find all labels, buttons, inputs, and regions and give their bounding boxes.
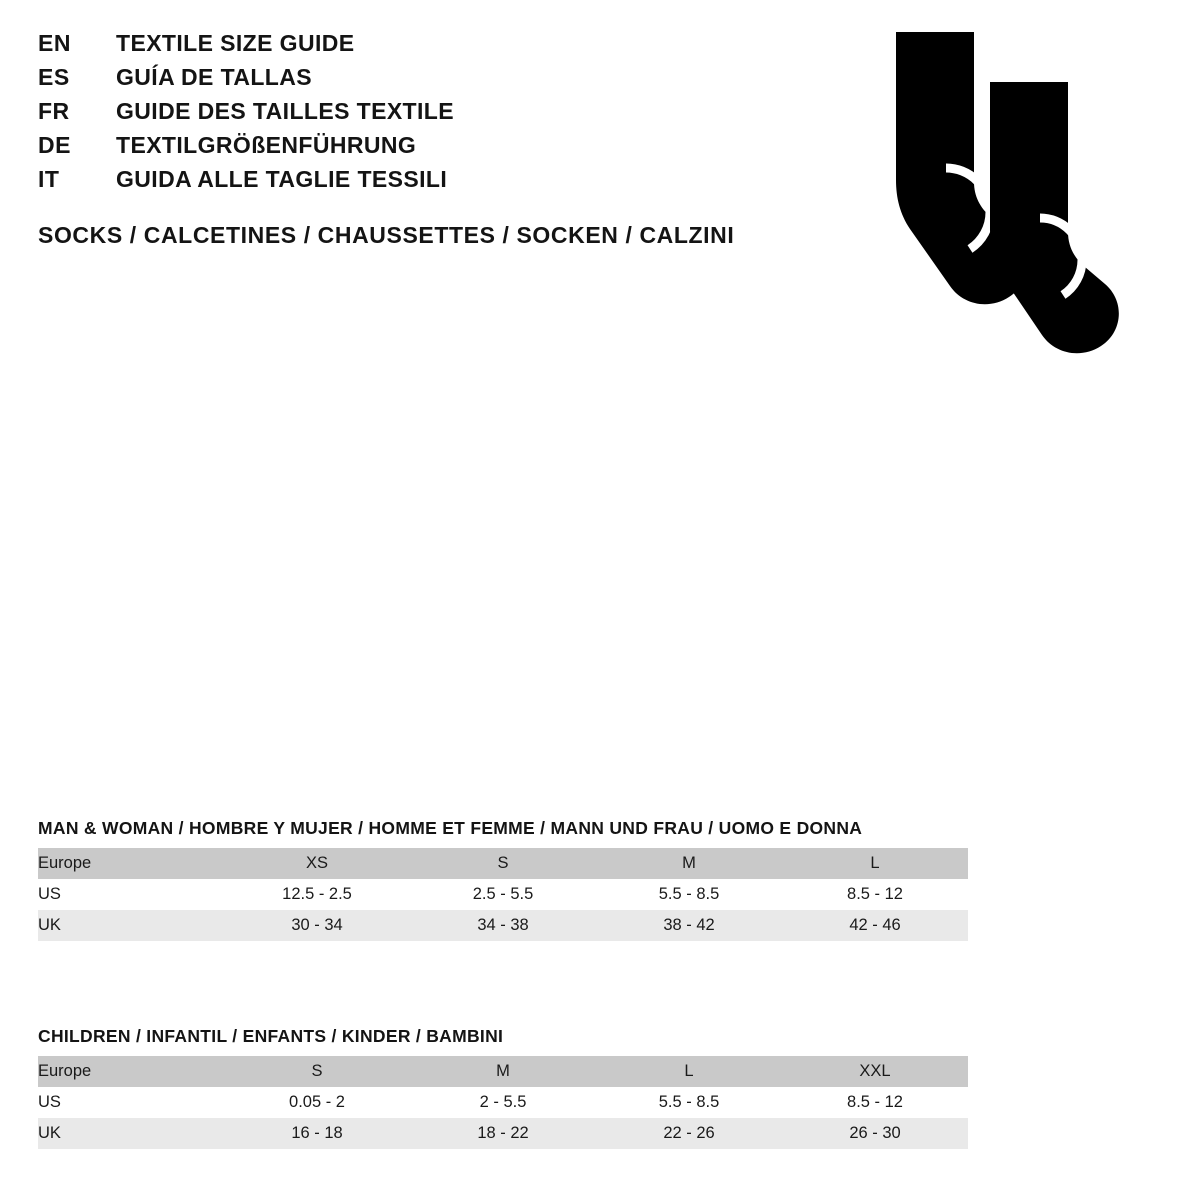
cell-value: M bbox=[410, 1056, 596, 1087]
table-row bbox=[38, 1087, 968, 1118]
cell-value: XS bbox=[224, 848, 410, 879]
row-label: US bbox=[38, 879, 224, 910]
cell-value: L bbox=[596, 1056, 782, 1087]
table-children bbox=[38, 1056, 968, 1149]
cell-value: 12.5 - 2.5 bbox=[224, 879, 410, 910]
cell-value: 8.5 - 12 bbox=[782, 879, 968, 910]
size-table-children bbox=[38, 1026, 968, 1149]
cell-value: 16 - 18 bbox=[224, 1118, 410, 1149]
row-label: UK bbox=[38, 1118, 224, 1149]
language-label: GUIDE DES TAILLES TEXTILE bbox=[116, 98, 454, 124]
table-man-woman bbox=[38, 848, 968, 941]
socks-pair-illustration bbox=[800, 20, 1130, 360]
row-label: US bbox=[38, 1087, 224, 1118]
size-table-man-woman bbox=[38, 818, 968, 941]
language-code: ES bbox=[38, 64, 70, 90]
language-code: EN bbox=[38, 30, 71, 56]
cell-value: 2 - 5.5 bbox=[410, 1087, 596, 1118]
cell-value: L bbox=[782, 848, 968, 879]
language-code: DE bbox=[38, 132, 71, 158]
table-row bbox=[38, 848, 968, 879]
cell-value: 5.5 - 8.5 bbox=[596, 1087, 782, 1118]
cell-value: M bbox=[596, 848, 782, 879]
cell-value: 22 - 26 bbox=[596, 1118, 782, 1149]
cell-value: S bbox=[224, 1056, 410, 1087]
cell-value: 18 - 22 bbox=[410, 1118, 596, 1149]
cell-value: 26 - 30 bbox=[782, 1118, 968, 1149]
language-label: GUIDA ALLE TAGLIE TESSILI bbox=[116, 166, 448, 192]
section-title-children: CHILDREN / INFANTIL / ENFANTS / KINDER / BAMBINI bbox=[38, 1026, 504, 1046]
cell-value: S bbox=[410, 848, 596, 879]
cell-value: 0.05 - 2 bbox=[224, 1087, 410, 1118]
table-row bbox=[38, 1056, 968, 1087]
section-title-man-woman: MAN & WOMAN / HOMBRE Y MUJER / HOMME ET FEMME / MANN UND FRAU / UOMO E DONNA bbox=[38, 818, 863, 838]
language-code: FR bbox=[38, 98, 70, 124]
language-list bbox=[38, 30, 454, 200]
cell-value: XXL bbox=[782, 1056, 968, 1087]
language-label: GUÍA DE TALLAS bbox=[116, 64, 312, 90]
language-row bbox=[38, 64, 454, 98]
language-row bbox=[38, 30, 454, 64]
cell-value: 5.5 - 8.5 bbox=[596, 879, 782, 910]
language-label: TEXTILGRÖßENFÜHRUNG bbox=[116, 132, 417, 158]
product-category-line: SOCKS / CALCETINES / CHAUSSETTES / SOCKEN / CALZINI bbox=[38, 222, 735, 248]
cell-value: 38 - 42 bbox=[596, 910, 782, 941]
table-row bbox=[38, 879, 968, 910]
language-code: IT bbox=[38, 166, 60, 192]
language-row bbox=[38, 166, 454, 200]
row-label: UK bbox=[38, 910, 224, 941]
cell-value: 30 - 34 bbox=[224, 910, 410, 941]
cell-value: 34 - 38 bbox=[410, 910, 596, 941]
table-row bbox=[38, 1118, 968, 1149]
row-label: Europe bbox=[38, 848, 224, 879]
row-label: Europe bbox=[38, 1056, 224, 1087]
language-label: TEXTILE SIZE GUIDE bbox=[116, 30, 355, 56]
table-row bbox=[38, 910, 968, 941]
cell-value: 8.5 - 12 bbox=[782, 1087, 968, 1118]
cell-value: 2.5 - 5.5 bbox=[410, 879, 596, 910]
cell-value: 42 - 46 bbox=[782, 910, 968, 941]
language-row bbox=[38, 98, 454, 132]
language-row bbox=[38, 132, 454, 166]
